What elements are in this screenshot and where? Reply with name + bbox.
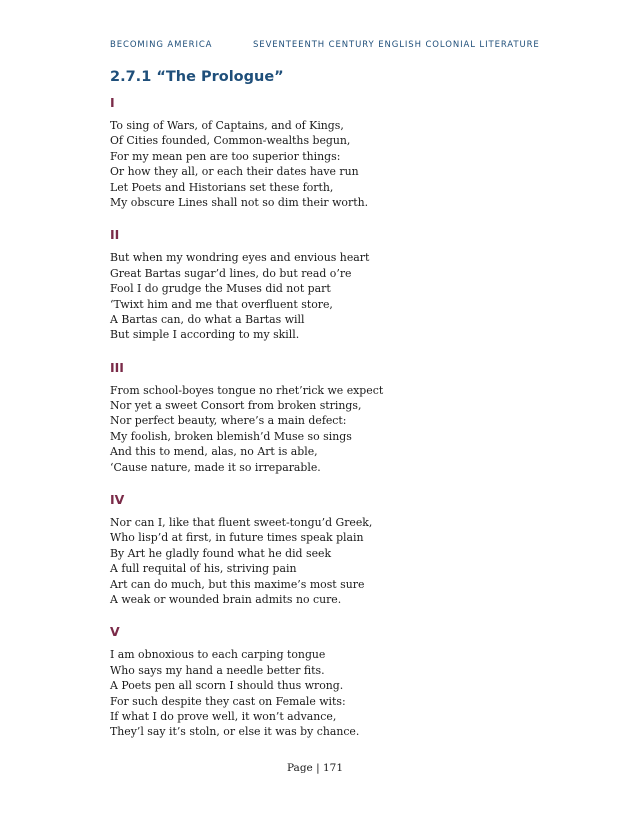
poem-line: Who lisp’d at first, in future times speak plain (110, 531, 364, 545)
poem-line: From school-boyes tongue no rhet’rick we expect (110, 383, 384, 397)
poem-line: A full requital of his, striving pain (110, 562, 297, 576)
poem-line: But when my wondring eyes and envious heart (110, 251, 370, 265)
stanza-gap (110, 475, 530, 491)
poem-line: Nor can I, like that fluent sweet-tongu’d Greek, (110, 516, 373, 530)
stanza-numeral: V (110, 624, 120, 640)
poem-line: Or how they all, or each their dates have run (110, 165, 359, 179)
stanza-numeral: I (110, 95, 115, 110)
poem-line: Fool I do grudge the Muses did not part (110, 282, 331, 296)
stanza-gap (110, 343, 530, 359)
stanza (110, 94, 530, 226)
stanza-gap (110, 210, 530, 226)
poem-line: Great Bartas sugar’d lines, do but read o’re (110, 266, 352, 280)
poem-line: I am obnoxious to each carping tongue (110, 648, 326, 662)
poem-line: A weak or wounded brain admits no cure. (110, 592, 342, 606)
poem-line: Nor perfect beauty, where’s a main defect: (110, 414, 347, 428)
stanza-numeral: III (110, 359, 124, 375)
stanza (110, 226, 530, 358)
poem-line: A Poets pen all scorn I should thus wrong. (110, 679, 344, 693)
poem-line: Who says my hand a needle better fits. (110, 663, 325, 677)
poem-line: Let Poets and Historians set these forth, (110, 180, 334, 194)
poem-line: My foolish, broken blemish’d Muse so sings (110, 429, 352, 443)
poem-line: My obscure Lines shall not so dim their worth. (110, 195, 369, 209)
header-book-title: BECOMING AMERICA (110, 40, 213, 50)
section-title: 2.7.1 “The Prologue” (110, 69, 284, 85)
stanza (110, 359, 530, 491)
stanza (110, 623, 530, 739)
poem-line: ‘Cause nature, made it so irreparable. (110, 460, 321, 474)
poem-line: ‘Twixt him and me that overfluent store, (110, 297, 333, 311)
poem-line: To sing of Wars, of Captains, and of Kings, (110, 119, 344, 132)
stanza-numeral: IV (110, 492, 125, 508)
poem-line: Nor yet a sweet Consort from broken strings, (110, 399, 362, 413)
poem (110, 94, 530, 740)
poem-line: Art can do much, but this maxime’s most sure (110, 577, 365, 591)
stanza-gap (110, 607, 530, 623)
poem-line: Of Cities founded, Common-wealths begun, (110, 134, 351, 148)
page-number: Page | 171 (286, 762, 344, 774)
poem-line: For my mean pen are too superior things: (110, 149, 341, 163)
header-section-title: SEVENTEENTH CENTURY ENGLISH COLONIAL LITERATURE (253, 40, 540, 50)
poem-line: If what I do prove well, it won’t advance, (110, 709, 337, 723)
poem-line: And this to mend, alas, no Art is able, (110, 445, 318, 459)
poem-line: A Bartas can, do what a Bartas will (110, 312, 305, 326)
poem-line: By Art he gladly found what he did seek (110, 546, 332, 560)
poem-line: For such despite they cast on Female wits: (110, 694, 346, 708)
stanza (110, 491, 530, 623)
poem-line: But simple I according to my skill. (110, 328, 300, 342)
poem-line: They’l say it’s stoln, or else it was by chance. (110, 725, 360, 739)
stanza-numeral: II (110, 227, 120, 243)
